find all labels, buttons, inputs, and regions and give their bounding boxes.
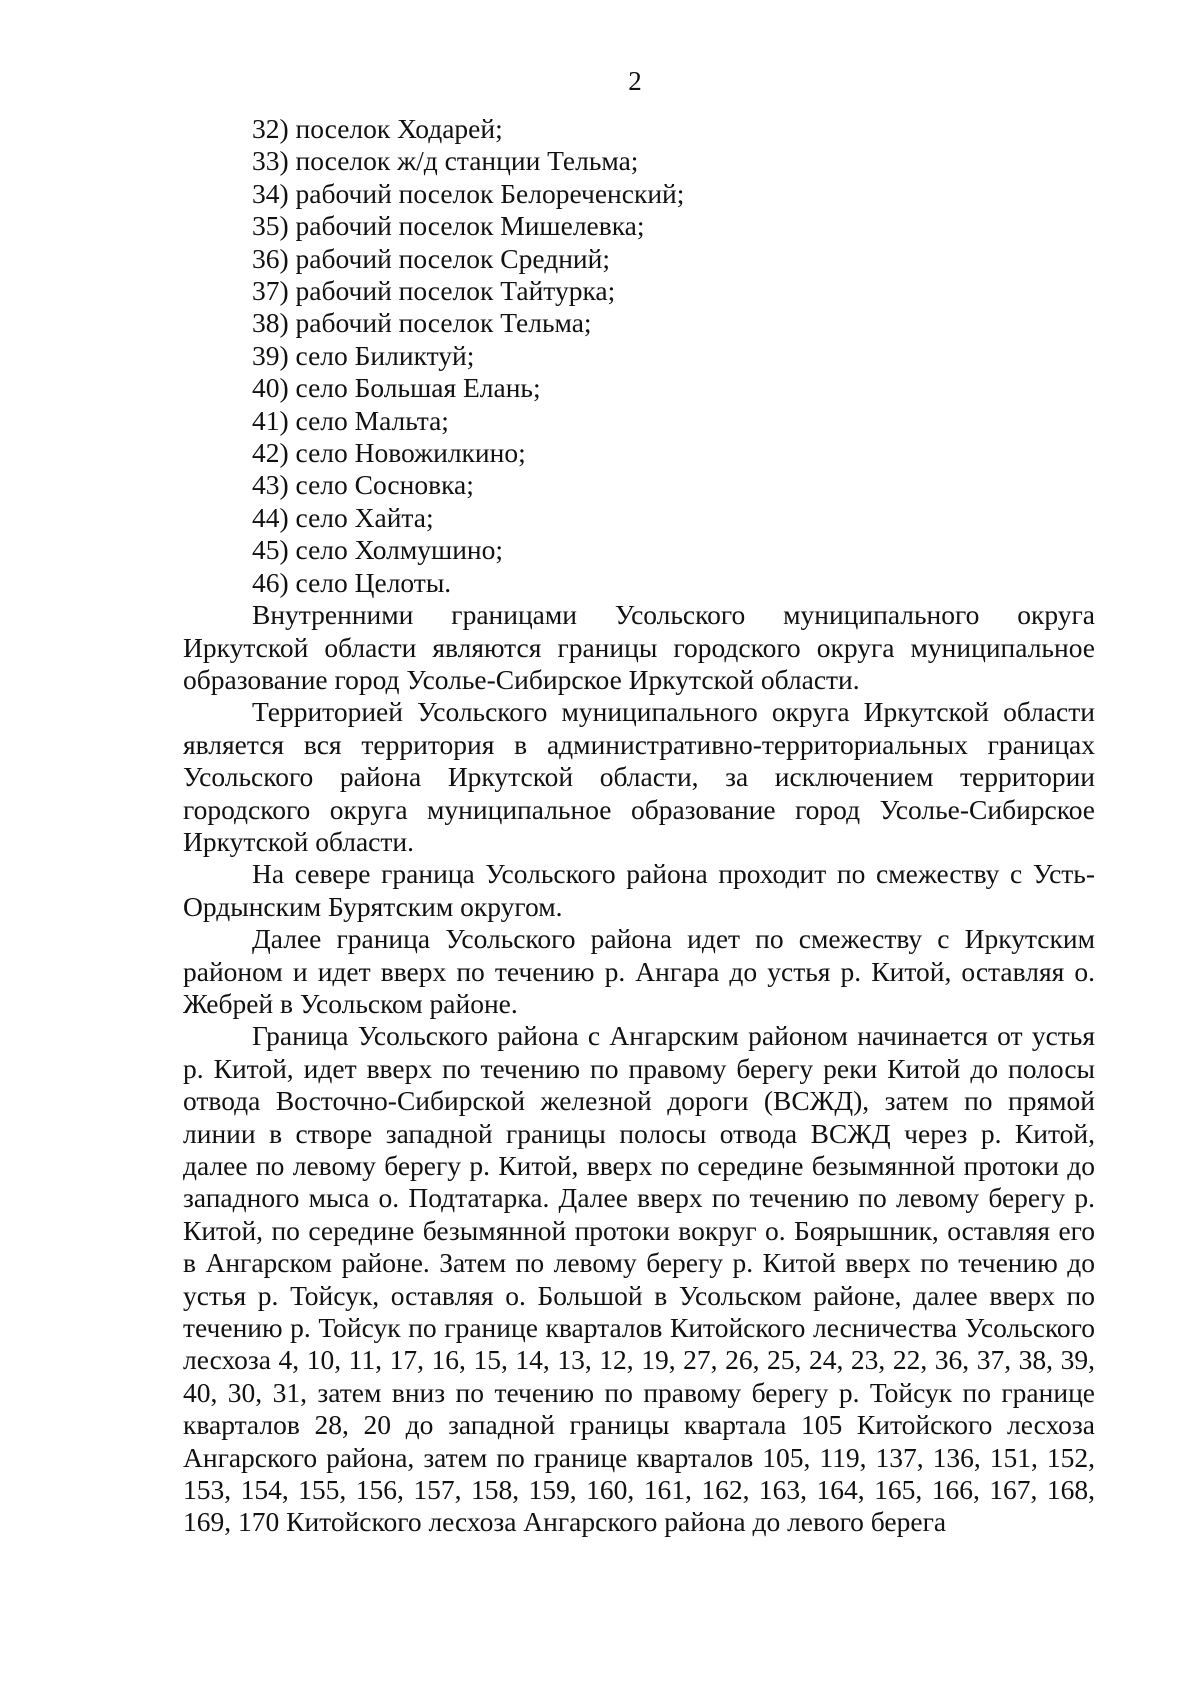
paragraph-territory: Территорией Усольского муниципального округа Иркутской области является вся территория в административно-территориальных границах Усольского района Иркутской области, за исключением территории городского округа муниципальное образование город Усолье-Сибирское Иркутской области. [183, 696, 1095, 857]
paragraph-irkutsk-border: Далее граница Усольского района идет по смежеству с Иркутским районом и идет вверх по течению р. Ангара до устья р. Китой, оставляя о. Жебрей в Усольском районе. [183, 923, 1095, 1019]
paragraph-north-border: На севере граница Усольского района проходит по смежеству с Усть-Ордынским Бурятским округом. [183, 858, 1095, 922]
list-item: 45) село Холмушино; [252, 534, 504, 566]
list-item: 37) рабочий поселок Тайтурка; [252, 275, 616, 307]
document-body [183, 113, 1095, 1539]
list-item: 33) поселок ж/д станции Тельма; [252, 145, 639, 177]
list-item: 43) село Сосновка; [252, 469, 474, 501]
list-item: 32) поселок Ходарей; [252, 113, 503, 144]
paragraph-inner-boundaries: Внутренними границами Усольского муниципального округа Иркутской области являются границы городского округа муниципальное образование город Усолье-Сибирское Иркутской области. [183, 599, 1095, 695]
list-item: 44) село Хайта; [252, 501, 434, 533]
settlement-list [183, 113, 1095, 599]
list-item: 40) село Большая Елань; [252, 372, 541, 404]
list-item: 38) рабочий поселок Тельма; [252, 307, 592, 339]
list-item: 42) село Новожилкино; [252, 437, 526, 469]
list-item: 35) рабочий поселок Мишелевка; [252, 210, 645, 242]
list-item: 34) рабочий поселок Белореченский; [252, 177, 685, 209]
list-item: 46) село Целоты. [252, 566, 452, 598]
list-item: 41) село Мальта; [252, 404, 449, 436]
list-item: 36) рабочий поселок Средний; [252, 242, 610, 274]
paragraph-angarsk-border: Граница Усольского района с Ангарским районом начинается от устья р. Китой, идет вверх по течению по правому берегу реки Китой до полосы отвода Восточно-Сибирской железной дороги (ВСЖД), затем по прямой линии в створе западной границы полосы отвода ВСЖД через р. Китой, далее по левому берегу р. Китой, вверх по середине безымянной протоки до западного мыса о. Подтатарка. Далее вверх по течению по левому берегу р. Китой, по середине безымянной протоки вокруг о. Боярышник, оставляя его в Ангарском районе. Затем по левому берегу р. Китой вверх по течению до устья р. Тойсук, оставляя о. Большой в Усольском районе, далее вверх по течению р. Тойсук по границе кварталов Китойского лесничества Усольского лесхоза 4, 10, 11, 17, 16, 15, 14, 13, 12, 19, 27, 26, 25, 24, 23, 22, 36, 37, 38, 39, 40, 30, 31, затем вниз по течению по правому берегу р. Тойсук по границе кварталов 28, 20 до западной границы квартала 105 Китойского лесхоза Ангарского района, затем по границе кварталов 105, 119, 137, 136, 151, 152, 153, 154, 155, 156, 157, 158, 159, 160, 161, 162, 163, 164, 165, 166, 167, 168, 169, 170 Китойского лесхоза Ангарского района до левого берега [183, 1020, 1095, 1538]
list-item: 39) село Биликтуй; [252, 339, 475, 371]
page-number: 2 [628, 66, 642, 96]
